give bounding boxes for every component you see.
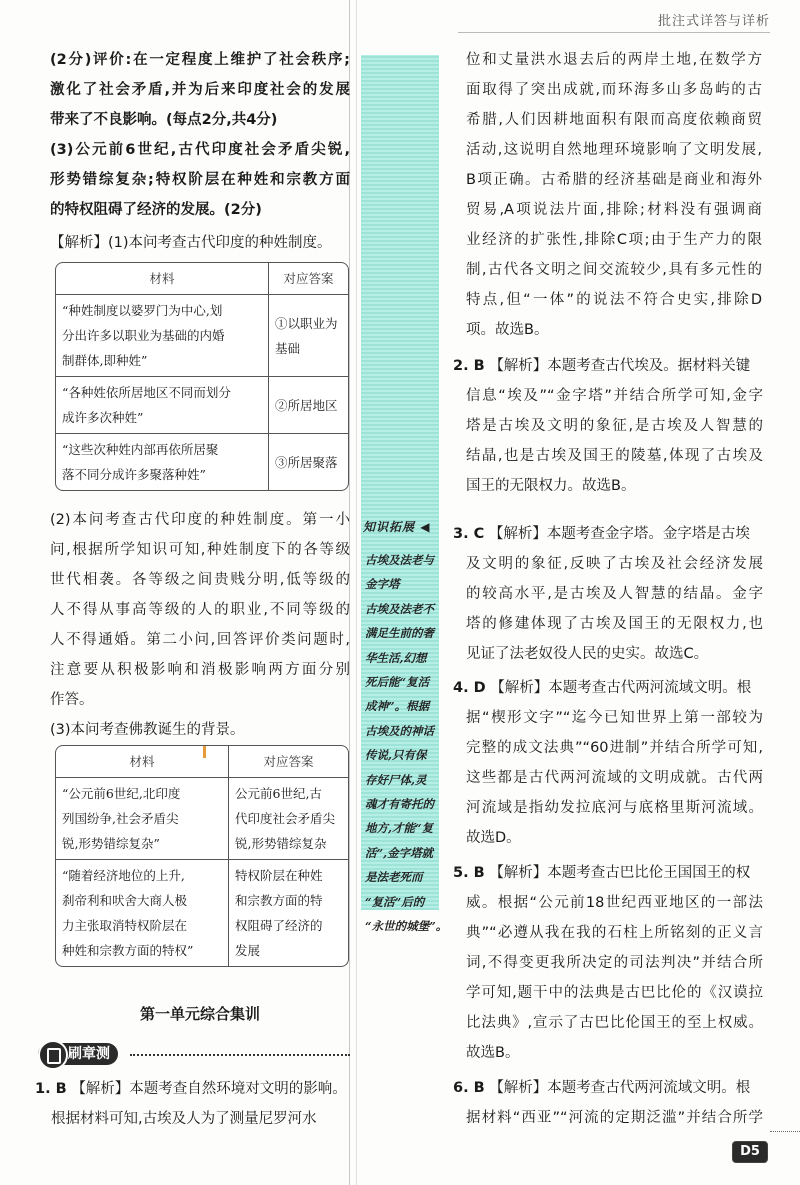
sidebar-line: 满足生前的奢 xyxy=(365,626,434,641)
sidebar-line: 传说,只有保 xyxy=(365,748,427,763)
cell-line: 种姓和宗教方面的特权” xyxy=(62,943,194,958)
text-line: 位和丈量洪水退去后的两岸土地,在数学方 xyxy=(466,52,762,68)
cell-line: 代印度社会矛盾尖 xyxy=(235,811,336,826)
cell-line: ②所居地区 xyxy=(275,397,338,413)
table-header-answer: 对应答案 xyxy=(269,263,349,295)
question-number: 2. B xyxy=(453,358,485,374)
text-line: 威。根据“公元前18世纪西亚地区的一部法 xyxy=(466,895,763,911)
material-table-1 xyxy=(55,262,349,491)
sidebar-line: “复活”后的 xyxy=(365,894,425,909)
question-3 xyxy=(453,519,763,669)
cell-line: 和宗教方面的特 xyxy=(235,893,323,908)
text-line: B项正确。古希腊的经济基础是商业和海外 xyxy=(466,172,762,188)
text-line: 【解析】本题考查古巴比伦王国国王的权 xyxy=(489,865,751,881)
running-header: 批注式详答与详析 xyxy=(657,14,770,29)
text-line: 人不得从事高等级的人的职业,不同等级的 xyxy=(50,602,350,618)
table-header-answer: 对应答案 xyxy=(229,746,349,778)
cell-line: 权阻碍了经济的 xyxy=(235,918,323,933)
question-5 xyxy=(453,858,763,1068)
cell-line: “随着经济地位的上升, xyxy=(62,868,185,883)
sidebar-line: 金字塔 xyxy=(365,577,400,592)
text-line: 这些都是古代两河流域的文明成就。古代两 xyxy=(466,770,763,786)
text-line: 【解析】本题考查金字塔。金字塔是古埃 xyxy=(488,526,750,542)
sidebar-line: 死后能“复活 xyxy=(365,675,430,690)
text-line: 故选B。 xyxy=(466,1045,520,1061)
page-spine-shadow xyxy=(356,0,357,1185)
text-line: 及文明的象征,反映了古埃及社会经济发展 xyxy=(466,556,763,572)
text-line: 结晶,也是古埃及国王的陵墓,体现了古埃及 xyxy=(466,448,763,464)
highlight-mark xyxy=(203,746,206,758)
cell-line: 特权阶层在种姓 xyxy=(235,868,323,883)
table-row xyxy=(56,434,348,491)
sidebar-line: 成神”。根据 xyxy=(365,699,430,714)
question-1 xyxy=(35,1074,353,1134)
text-line: 项。故选B。 xyxy=(466,322,549,338)
text-line: 作答。 xyxy=(50,692,94,708)
text-line: (3)公元前6世纪,古代印度社会矛盾尖锐, xyxy=(50,142,350,158)
cell-line: 发展 xyxy=(235,943,261,958)
table-row xyxy=(56,860,348,967)
text-line: 世代相袭。各等级之间贵贱分明,低等级的 xyxy=(50,572,350,588)
header-rule xyxy=(458,32,770,33)
sidebar-line: 存好尸体,灵 xyxy=(365,772,427,787)
question-number: 4. D xyxy=(453,680,486,696)
question-1-continued xyxy=(466,45,762,345)
text-line: 【解析】(1)本问考查古代印度的种姓制度。 xyxy=(50,235,332,251)
analysis-block xyxy=(50,505,350,745)
chapter-test-badge: 刷章测 xyxy=(38,1043,118,1065)
sidebar-line: 古埃及法老不 xyxy=(365,601,434,616)
text-line: 【解析】本题考查古代两河流域文明。根 xyxy=(489,1080,751,1096)
text-line: 塔是古埃及文明的象征,是古埃及人智慧的 xyxy=(466,418,763,434)
cell-line: ③所居聚落 xyxy=(275,454,338,470)
text-line: 据材料“西亚”“河流的定期泛滥”并结合所学 xyxy=(466,1110,763,1126)
text-line: 注意要从积极影响和消极影响两方面分别 xyxy=(50,662,350,678)
text-line: 的较高水平,是古埃及人智慧的结晶。金字 xyxy=(466,586,763,602)
text-line: 特点,但“一体”的说法不符合史实,排除D xyxy=(466,292,762,308)
text-line: 比法典》,宣示了古巴比伦国王的至上权威。 xyxy=(466,1015,763,1031)
cell-line: 锐,形势错综复杂” xyxy=(62,836,160,851)
text-line: 贸易,A项说法片面,排除;材料没有强调商 xyxy=(466,202,762,218)
sidebar-line: 华生活,幻想 xyxy=(365,650,427,665)
dotted-divider xyxy=(130,1054,350,1056)
cell-line: 成许多次种姓” xyxy=(62,410,144,425)
text-line: 据“楔形文字”“迄今已知世界上第一部较为 xyxy=(466,710,763,726)
text-line: 希腊,人们因耕地面积有限而高度依赖商贸 xyxy=(466,112,762,128)
text-line: (2分)评价:在一定程度上维护了社会秩序; xyxy=(50,52,350,68)
text-line: 形势错综复杂;特权阶层在种姓和宗教方面 xyxy=(50,172,350,188)
table-header-material: 材料 xyxy=(56,263,269,295)
question-number: 5. B xyxy=(453,865,485,881)
text-line: 根据材料可知,古埃及人为了测量尼罗河水 xyxy=(51,1111,317,1127)
text-line: 见证了法老奴役人民的史实。故选C。 xyxy=(466,646,709,662)
cell-line: 基础 xyxy=(275,340,301,356)
question-6 xyxy=(453,1073,763,1133)
text-line: 完整的成文法典”“60进制”并结合所学可知, xyxy=(466,740,763,756)
text-line: 活动,这说明自然地理环境影响了文明发展, xyxy=(466,142,762,158)
cell-line: “种姓制度以婆罗门为中心,划 xyxy=(62,303,223,318)
question-4 xyxy=(453,673,763,853)
sidebar-line: 是法老死而 xyxy=(365,870,423,885)
cell-line: “这些次种姓内部再依所居聚 xyxy=(62,442,219,457)
text-line: (3)本问考查佛教诞生的背景。 xyxy=(50,722,245,738)
text-line: 故选D。 xyxy=(466,830,521,846)
page-corner-dots xyxy=(770,1131,800,1132)
text-line: (2)本问考查古代印度的种姓制度。第一小 xyxy=(50,512,350,528)
text-line: 【解析】本题考查古代埃及。据材料关键 xyxy=(489,358,751,374)
text-line: 【解析】本题考查自然环境对文明的影响。 xyxy=(71,1081,347,1097)
text-line: 国王的无限权力。故选B。 xyxy=(466,478,636,494)
table-header-material: 材料 xyxy=(56,746,229,778)
text-line: 塔的修建体现了古埃及国王的无限权力,也 xyxy=(466,616,763,632)
cell-line: 锐,形势错综复杂 xyxy=(235,836,327,851)
text-line: 带来了不良影响。(每点2分,共4分) xyxy=(50,112,278,128)
sidebar-line: 古埃及法老与 xyxy=(365,553,434,567)
sidebar-line: 地方,才能“复 xyxy=(365,821,434,836)
text-line: 的特权阻碍了经济的发展。(2分) xyxy=(50,202,262,218)
question-number: 3. C xyxy=(453,526,485,542)
cell-line: “各种姓依所居地区不同而划分 xyxy=(62,385,231,400)
cell-line: 落不同分成许多聚落种姓” xyxy=(62,467,206,482)
sidebar-line: “永世的城堡”。 xyxy=(365,919,448,934)
sidebar-text xyxy=(365,548,448,939)
cell-line: 公元前6世纪,古 xyxy=(235,786,322,801)
text-line: 激化了社会矛盾,并为后来印度社会的发展 xyxy=(50,82,350,98)
text-line: 问,根据所学知识可知,种姓制度下的各等级 xyxy=(50,542,350,558)
question-number: 1. B xyxy=(35,1081,67,1097)
text-line: 业经济的扩张性,排除C项;由于生产力的限 xyxy=(466,232,762,248)
analysis-line xyxy=(50,228,350,258)
table-row xyxy=(56,295,348,377)
page-number: D5 xyxy=(732,1141,768,1163)
text-line: 【解析】本题考查古代两河流域文明。根 xyxy=(490,680,752,696)
answer-block xyxy=(50,45,350,225)
cell-line: ①以职业为 xyxy=(275,315,338,331)
text-line: 制,古代各文明之间交流较少,具有多元性的 xyxy=(466,262,762,278)
sidebar-title: 知识拓展 ◀ xyxy=(363,520,431,534)
table-row xyxy=(56,377,348,434)
sidebar-line: 魂才有寄托的 xyxy=(365,797,434,812)
cell-line: 力主张取消特权阶层在 xyxy=(62,918,188,933)
section-title: 第一单元综合集训 xyxy=(139,1005,260,1023)
text-line: 面取得了突出成就,而环海多山多岛屿的古 xyxy=(466,82,762,98)
table-row xyxy=(56,778,348,860)
question-2 xyxy=(453,351,763,501)
text-line: 词,不得变更我所决定的司法判决”并结合所 xyxy=(466,955,763,971)
sidebar-line: 活”,金字塔就 xyxy=(365,845,434,860)
material-table-2 xyxy=(55,745,349,967)
sidebar-line: 古埃及的神话 xyxy=(365,723,434,738)
text-line: 学可知,题干中的法典是古巴比伦的《汉谟拉 xyxy=(466,985,763,1001)
text-line: 典”“必遵从我在我的石柱上所铭刻的正义言 xyxy=(466,925,763,941)
text-line: 河流域是指幼发拉底河与底格里斯河流域。 xyxy=(466,800,763,816)
text-line: 信息“埃及”“金字塔”并结合所学可知,金字 xyxy=(466,388,763,404)
cell-line: 列国纷争,社会矛盾尖 xyxy=(62,811,179,826)
book-icon xyxy=(38,1040,68,1070)
question-number: 6. B xyxy=(453,1080,485,1096)
cell-line: 分出许多以职业为基础的内婚 xyxy=(62,328,225,343)
cell-line: 制群体,即种姓” xyxy=(62,353,148,368)
cell-line: “公元前6世纪,北印度 xyxy=(62,786,181,801)
cell-line: 刹帝利和吠舍大商人极 xyxy=(62,893,188,908)
text-line: 人不得通婚。第二小问,回答评价类问题时, xyxy=(50,632,350,648)
